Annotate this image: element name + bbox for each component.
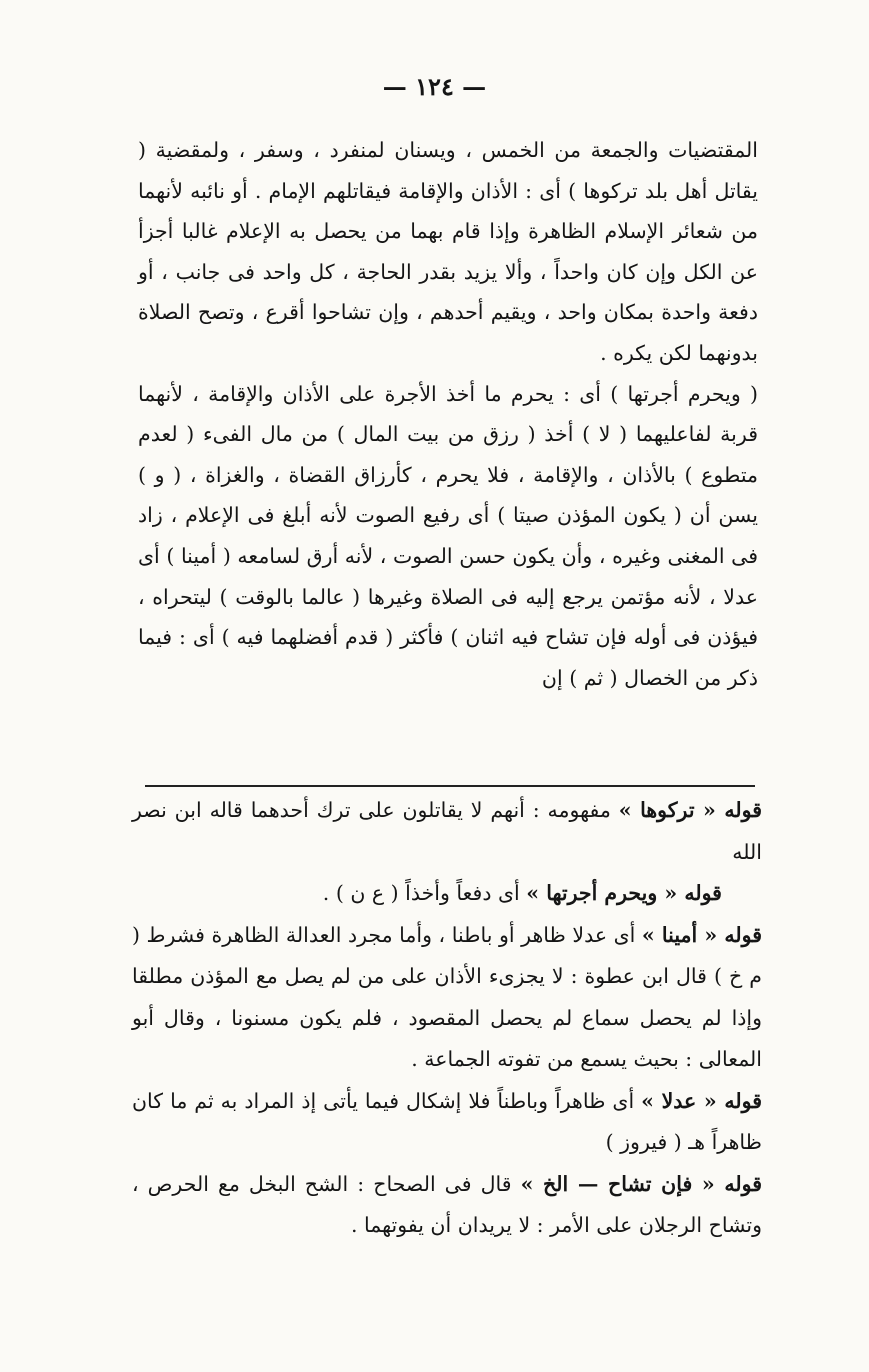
page-number: — ١٢٤ —: [382, 72, 487, 101]
footnote-text: قال فى الصحاح : الشح البخل مع الحرص ، وتشاح الرجلان على الأمر : لا يريدان أن يفوتهما .: [132, 1171, 762, 1237]
footnote: [132, 1164, 762, 1247]
footnote: [132, 1081, 762, 1164]
footnote-lead: قوله « تركوها »: [618, 798, 762, 822]
footnote-text: أى ظاهراً وباطناً فلا إشكال فيما يأتى إذ المراد به ثم ما كان ظاهراً هـ ( فيروز ): [132, 1088, 762, 1154]
footnote-text: أى عدلا ظاهر أو باطنا ، وأما مجرد العدالة الظاهرة فشرط ( م خ ) قال ابن عطوة : لا يجزىء الأذان على من لم يصل مع المؤذن مطلقا وإذا لم يحصل سماع لم يحصل المقصود ، فلم يكون مسنونا ، وقال أبو المعالى : بحيث يسمع من تفوته الجماعة .: [132, 922, 762, 1071]
footnote-lead: قوله « ويحرم أجرتها »: [526, 881, 722, 905]
footnote: [132, 790, 762, 873]
footnote-lead: قوله « فإن تشاح — الخ »: [520, 1171, 762, 1196]
footnote: [132, 873, 762, 915]
footnote-lead: قوله « أمينا »: [641, 922, 762, 947]
main-paragraph-2: ( ويحرم أجرتها ) أى : يحرم ما أخذ الأجرة على الأذان والإقامة ، لأنهما قربة لفاعليهما ( لا ) أخذ ( رزق من بيت المال ) من مال الفىء ( لعدم متطوع ) بالأذان ، والإقامة ، فلا يحرم ، كأرزاق القضاة ، والغزاة ، ( و ) يسن أن ( يكون المؤذن صيتا ) أى رفيع الصوت لأنه أبلغ فى الإعلام ، زاد فى المغنى وغيره ، وأن يكون حسن الصوت ، لأنه أرق لسامعه ( أمينا ) أى عدلا ، لأنه مؤتمن يرجع إليه فى الصلاة وغيرها ( عالما بالوقت ) ليتحراه ، فيؤذن فى أوله فإن تشاح فيه اثنان ) فأكثر ( قدم أفضلهما فيه ) أى : فيما ذكر من الخصال ( ثم ) إن: [138, 381, 758, 690]
footnote-lead: قوله « عدلا »: [641, 1088, 762, 1113]
footnote: [132, 915, 762, 1081]
footnotes: [132, 790, 762, 1247]
main-paragraph-1: المقتضيات والجمعة من الخمس ، ويسنان لمنفرد ، وسفر ، ولمقضية ( يقاتل أهل بلد تركوها ) أى : الأذان والإقامة فيقاتلهم الإمام . أو نائبه لأنهما من شعائر الإسلام الظاهرة وإذا قام بهما من يحصل به الإعلام غالبا أجزأ عن الكل وإن كان واحداً ، وألا يزيد بقدر الحاجة ، كل واحد فى جانب ، أو دفعة واحدة بمكان واحد ، ويقيم أحدهم ، وإن تشاحوا أقرع ، وتصح الصلاة بدونهما لكن يكره .: [138, 138, 758, 365]
main-text: [138, 130, 758, 698]
footnote-text: أى دفعاً وأخذاً ( ع ن ) .: [322, 881, 527, 905]
footnote-text: مفهومه : أنهم لا يقاتلون على ترك أحدهما قاله ابن نصر الله: [132, 798, 762, 864]
footnote-divider: [145, 785, 755, 787]
